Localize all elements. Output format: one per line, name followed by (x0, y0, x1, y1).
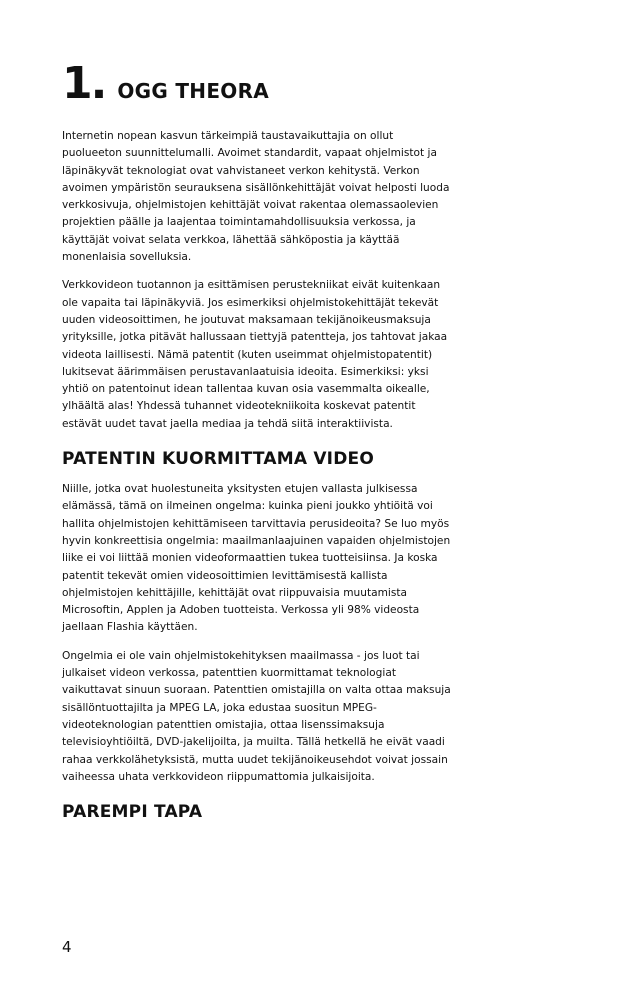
chapter-heading (62, 58, 452, 110)
chapter-title: OGG THEORA (117, 79, 270, 103)
section-paragraph-1: Niille, jotka ovat huolestuneita yksitysten etujen vallasta julkisessa elämässä, tämä on ilmeinen ongelma: kuinka pieni joukko yhtiöitä voi hallita ohjelmistojen kehittämiseen tarvittavia perusideoita? Se luo myös hyvin konkreettisia ongelmia: maailmanlaajuinen vapaiden ohjelmistojen liike ei voi liittää monien videoformaattien tukea tuotteisiinsa. Ja koska patentit tekevät omien videosoittimien levittämisestä kallista ohjelmistojen kehittäjille, kehittäjät ovat riippuvaisia muutamista Microsoftin, Applen ja Adoben tuotteista. Verkossa yli 98% videosta jaellaan Flashia käyttäen. (62, 483, 451, 634)
intro-paragraph-1: Internetin nopean kasvun tärkeimpiä taustavaikuttajia on ollut puolueeton suunnittelumalli. Avoimet standardit, vapaat ohjelmistot ja läpinäkyvät teknologiat ovat vahvistaneet verkon kehitystä. Verkon avoimen ympäristön seurauksena sisällönkehittäjät voivat helposti luoda verkkosivuja, ohjelmistojen kehittäjät voivat rakentaa olemassaolevien projektien päälle ja laajentaa toimintamahdollisuuksia verkossa, ja käyttäjät voivat selata verkkoa, lähettää sähköpostia ja käyttää monenlaisia sovelluksia. (62, 130, 450, 264)
section-heading-patents: PATENTIN KUORMITTAMA VIDEO (62, 449, 374, 470)
intro-paragraph-2: Verkkovideon tuotannon ja esittämisen perustekniikat eivät kuitenkaan ole vapaita tai läpinäkyviä. Jos esimerkiksi ohjelmistokehittäjät tekevät uuden videosoittimen, he joutuvat maksamaan tekijänoikeusmaksuja yrityksille, jotka pitävät hallussaan tiettyjä patentteja, jos tahtovat jakaa videota laillisesti. Nämä patentit (kuten useimmat ohjelmistopatentit) lukitsevat äärimmäisen perustavanlaatuisia ideoita. Esimerkiksi: yksi yhtiö on patentoinut idean tallentaa kuvan osia vasemmalta oikealle, ylhäältä alas! Yhdessä tuhannet videotekniikoita koskevat patentit estävät uudet tavat jaella mediaa ja tehdä siitä interaktiivista. (62, 279, 448, 430)
section-heading-better-way: PAREMPI TAPA (62, 802, 203, 823)
page-content (62, 58, 452, 834)
chapter-number: 1. (62, 58, 106, 109)
page-number: 4 (62, 938, 72, 956)
section-paragraph-2: Ongelmia ei ole vain ohjelmistokehityksen maailmassa - jos luot tai julkaiset videon verkossa, patenttien kuormittamat teknologiat vaikuttavat sinuun suoraan. Patenttien omistajilla on valta ottaa maksuja sisällöntuottajilta ja MPEG LA, joka edustaa suositun MPEG-videoteknologian patenttien omistajia, ottaa lisenssimaksuja televisioyhtiöiltä, DVD-jakelijoilta, ja muilta. Tällä hetkellä he eivät vaadi rahaa verkkolähetyksistä, mutta uudet tekijänoikeusehdot voivat jossain vaiheessa uhata verkkovideon riippumattomia julkaisijoita. (62, 649, 451, 783)
